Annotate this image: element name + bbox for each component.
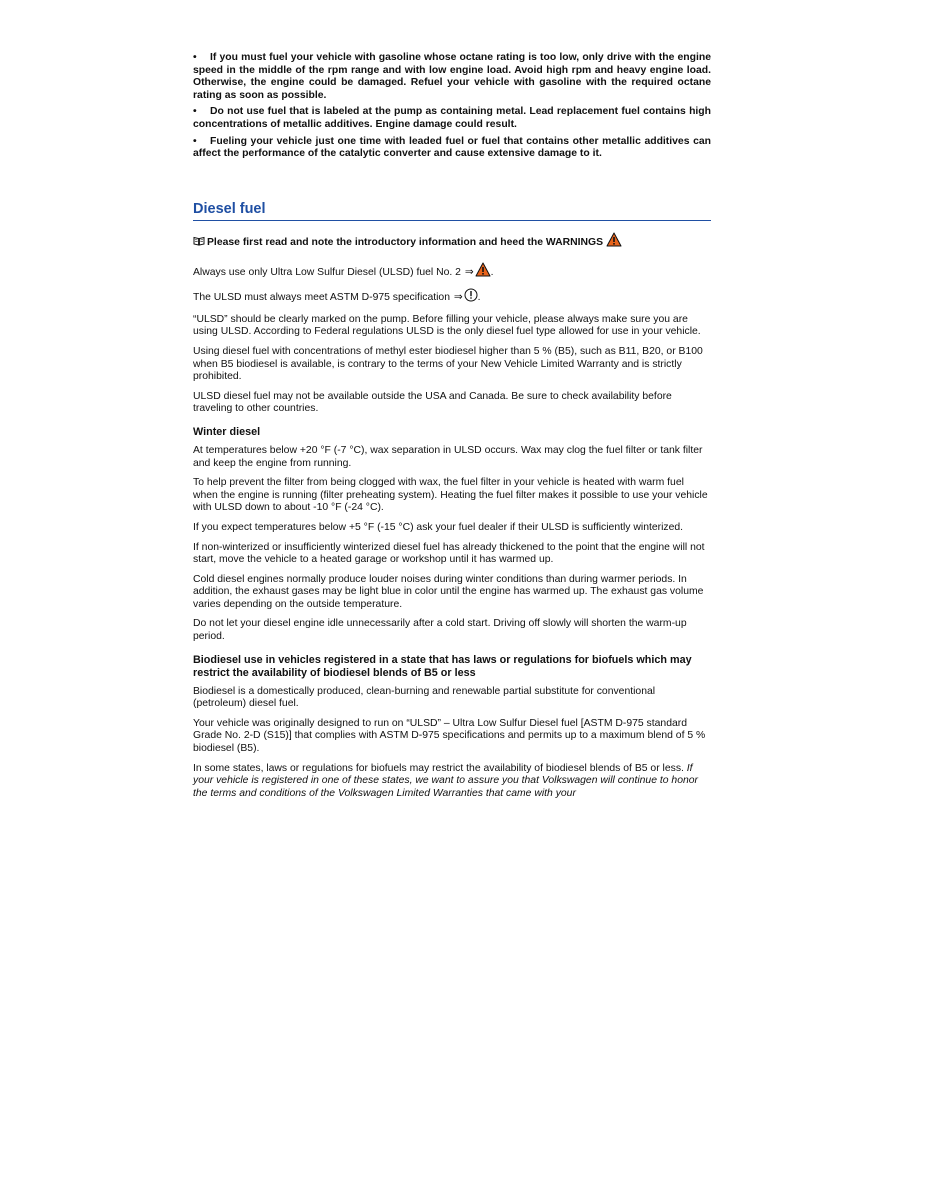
paragraph: Your vehicle was originally designed to run on “ULSD” – Ultra Low Sulfur Diesel fuel [ASTM D-975 standard Grade No. 2-D (S15)] that complies with ASTM D-975 specifications and permits up to a maximum blend of 5 % biodiesel (B5). — [193, 717, 706, 755]
paragraph: To help prevent the filter from being clogged with wax, the fuel filter in your vehicle is heated with warm fuel when the engine is running (filter preheating system). Heating the fuel filter makes it possible to use your vehicle with ULSD down to about -10 °F (-24 °C). — [193, 477, 708, 514]
paragraph-italic-text: If your vehicle is registered in one of these states, we want to assure you that Volkswagen will continue to honor the terms and conditions of the Volkswagen Limited Warranties that came with your — [193, 762, 698, 799]
warning-icon[interactable] — [606, 232, 622, 252]
paragraph — [193, 763, 711, 801]
section-title: Diesel fuel — [193, 201, 266, 217]
paragraph: Do not let your diesel engine idle unnecessarily after a cold start. Driving off slowly will shorten the warm-up period. — [193, 618, 687, 643]
subheading-biodiesel: Biodiesel use in vehicles registered in a state that has laws or regulations for biofuels which may restrict the availability of biodiesel blends of B5 or less — [193, 653, 692, 679]
paragraph: The ULSD must always meet ASTM D-975 specification ⇒ . — [193, 288, 711, 307]
bullet-item — [193, 136, 711, 161]
reference-arrow: ⇒ — [453, 292, 463, 304]
paragraph: Always use only Ultra Low Sulfur Diesel (ULSD) fuel No. 2 ⇒ . — [193, 262, 711, 282]
paragraph: At temperatures below +20 °F (-7 °C), wax separation in ULSD occurs. Wax may clog the fuel filter or tank filter and keep the engine from running. — [193, 444, 703, 469]
bullet-text: Do not use fuel that is labeled at the pump as containing metal. Lead replacement fuel contains high concentrations of metallic additives. Engine damage could result. — [193, 106, 711, 130]
bullet-item — [193, 106, 711, 131]
bullet-text: Fueling your vehicle just one time with leaded fuel or fuel that contains other metallic additives can affect the performance of the catalytic converter and cause extensive damage to it. — [193, 135, 711, 160]
paragraph: Cold diesel engines normally produce louder noises during winter conditions than during warmer periods. In addition, the exhaust gases may be light blue in color until the engine has warmed up. The exhaust gas volume varies depending on the outside temperature. — [193, 573, 704, 610]
bullet-dot: • — [193, 135, 197, 147]
paragraph: ULSD diesel fuel may not be available outside the USA and Canada. Be sure to check availability before traveling to other countries. — [193, 390, 672, 415]
bullet-item — [193, 52, 711, 102]
paragraph: If you expect temperatures below +5 °F (-15 °C) ask your fuel dealer if their ULSD is sufficiently winterized. — [193, 521, 684, 533]
paragraph: Using diesel fuel with concentrations of methyl ester biodiesel higher than 5 % (B5), such as B11, B20, or B100 when B5 biodiesel is available, is contrary to the terms of your New Vehicle Limited Warranty and is strictly prohibited. — [193, 345, 703, 383]
intro-note — [193, 232, 711, 252]
paragraph: Biodiesel is a domestically produced, clean-burning and renewable partial substitute for conventional (petroleum) diesel fuel. — [193, 685, 656, 710]
intro-text: Please first read and note the introductory information and heed the WARNINGS — [207, 237, 604, 248]
warning-icon[interactable] — [475, 262, 491, 282]
section-heading — [193, 200, 711, 221]
reference-arrow: ⇒ — [464, 266, 474, 278]
section-body — [193, 232, 711, 807]
bullet-text: If you must fuel your vehicle with gasoline whose octane rating is too low, only drive with the engine speed in the middle of the rpm range and with low engine load. Avoid high rpm and heavy engine load. Otherwise, the engine could be damaged. Refuel your vehicle with gasoline with the required octane rating as soon as possible. — [193, 52, 711, 101]
paragraph: “ULSD” should be clearly marked on the pump. Before filling your vehicle, please always make sure you are using ULSD. According to Federal regulations ULSD is the only diesel fuel type allowed for use in your vehicle. — [193, 313, 701, 338]
paragraph: If non-winterized or insufficiently winterized diesel fuel has already thickened to the point that the engine will not start, move the vehicle to a heated garage or workshop until it has warmed up. — [193, 541, 705, 566]
paragraph-text: The ULSD must always meet ASTM D-975 specification — [193, 292, 450, 304]
bullet-dot: • — [193, 52, 197, 63]
warning-bullet-list — [193, 52, 711, 165]
book-icon — [193, 236, 205, 251]
paragraph-text: In some states, laws or regulations for biofuels may restrict the availability of biodiesel blends of B5 or less. — [193, 762, 684, 774]
caution-icon[interactable] — [464, 288, 478, 307]
subheading-winter-diesel: Winter diesel — [193, 425, 261, 438]
bullet-dot: • — [193, 106, 197, 118]
paragraph-text: Always use only Ultra Low Sulfur Diesel (ULSD) fuel No. 2 — [193, 266, 461, 278]
